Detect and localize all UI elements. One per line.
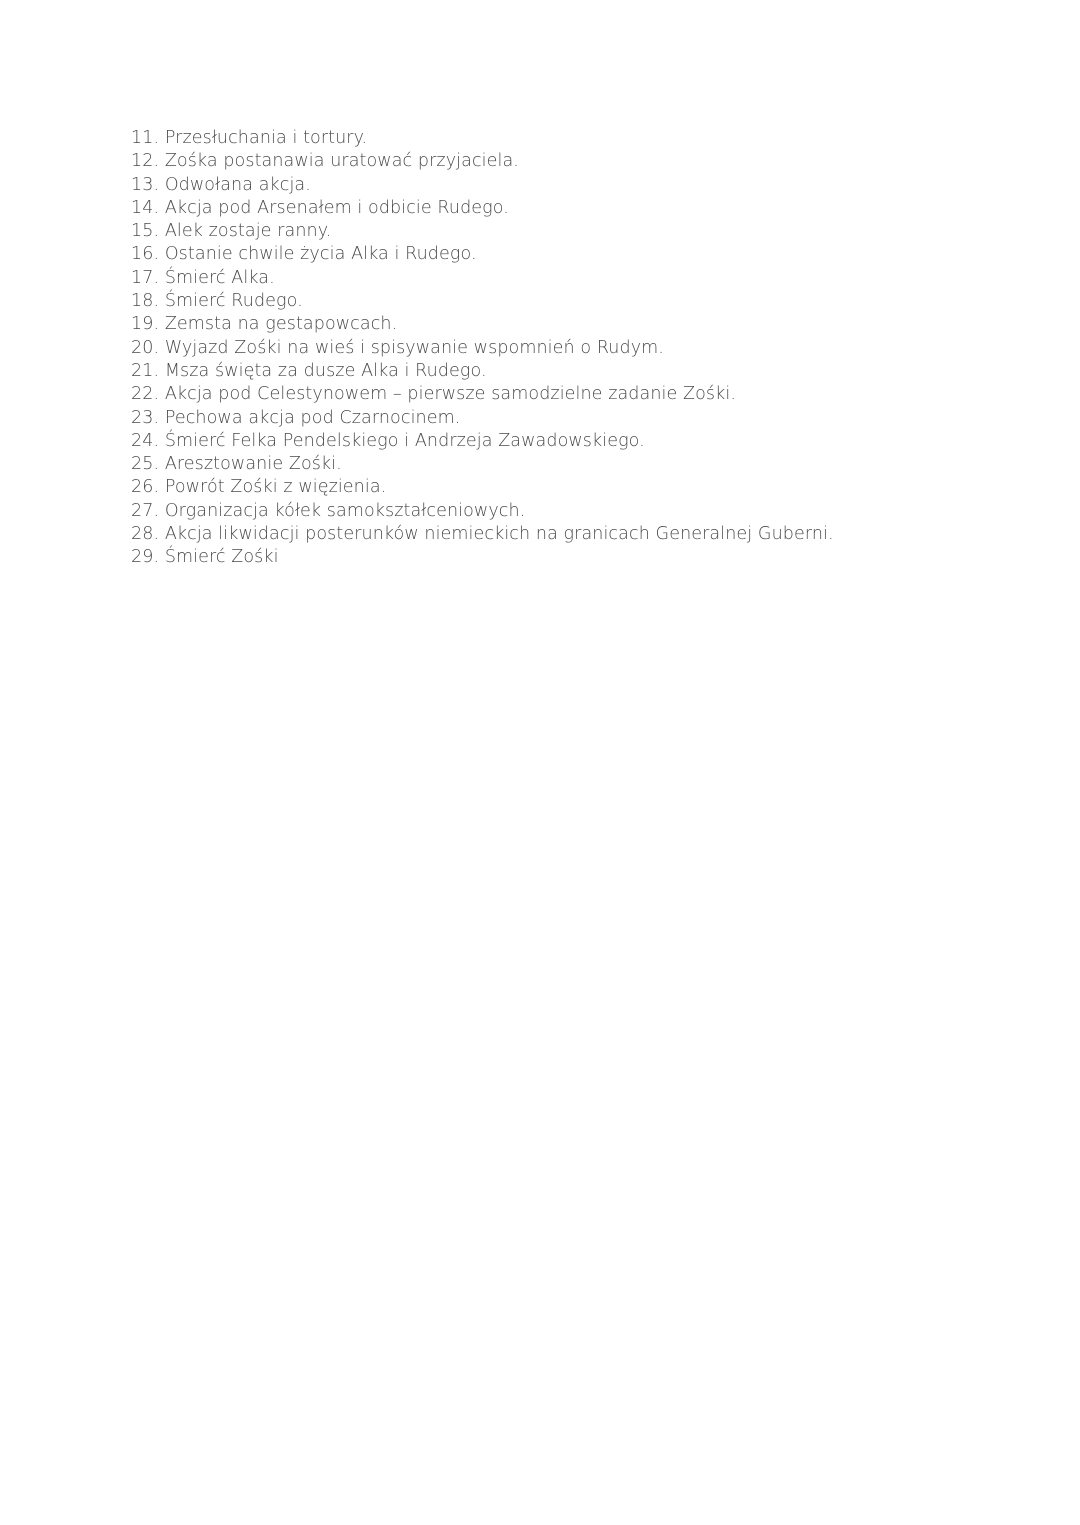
item-number: 26.: [131, 477, 160, 498]
item-text: Akcja pod Celestynowem – pierwsze samodzielne zadanie Zośki.: [164, 384, 736, 405]
item-number: 24.: [131, 430, 160, 451]
item-number: 15.: [131, 221, 160, 242]
list-item: [131, 313, 834, 336]
list-item: [131, 430, 834, 453]
list-item: [131, 383, 834, 406]
item-number: 29.: [131, 547, 160, 568]
item-text: Akcja pod Arsenałem i odbicie Rudego.: [164, 197, 509, 218]
plot-events-list: [131, 127, 834, 570]
item-number: 22.: [131, 384, 160, 405]
list-item: [131, 546, 834, 569]
list-item: [131, 174, 834, 197]
item-text: Organizacja kółek samokształceniowych.: [164, 500, 526, 521]
list-item: [131, 453, 834, 476]
item-number: 13.: [131, 174, 160, 195]
item-number: 20.: [131, 337, 160, 358]
item-number: 27.: [131, 500, 160, 521]
item-number: 11.: [131, 128, 160, 148]
item-text: Alek zostaje ranny.: [164, 221, 332, 242]
list-item: [131, 197, 834, 220]
list-item: [131, 360, 834, 383]
item-text: Wyjazd Zośki na wieś i spisywanie wspomnień o Rudym.: [164, 337, 664, 358]
item-text: Zemsta na gestapowcach.: [164, 314, 398, 335]
item-number: 14.: [131, 197, 160, 218]
item-text: Akcja likwidacji posterunków niemieckich na granicach Generalnej Guberni.: [164, 524, 834, 545]
item-text: Pechowa akcja pod Czarnocinem.: [164, 407, 461, 428]
list-item: [131, 220, 834, 243]
item-number: 16.: [131, 244, 160, 265]
item-number: 28.: [131, 524, 160, 545]
list-item: [131, 407, 834, 430]
list-item: [131, 267, 834, 290]
item-number: 18.: [131, 291, 160, 312]
list-item: [131, 150, 834, 173]
item-number: 19.: [131, 314, 160, 335]
list-item: [131, 290, 834, 313]
item-text: Śmierć Zośki: [164, 547, 279, 568]
item-number: 25.: [131, 454, 160, 475]
list-item: [131, 523, 834, 546]
item-text: Aresztowanie Zośki.: [164, 454, 342, 475]
item-number: 21.: [131, 360, 160, 381]
list-item: [131, 243, 834, 266]
item-text: Przesłuchania i tortury.: [164, 128, 368, 148]
list-item: [131, 476, 834, 499]
list-item: [131, 127, 834, 150]
item-text: Powrót Zośki z więzienia.: [164, 477, 387, 498]
item-number: 17.: [131, 267, 160, 288]
list-item: [131, 500, 834, 523]
list-item: [131, 337, 834, 360]
item-text: Zośka postanawia uratować przyjaciela.: [164, 151, 519, 172]
item-text: Msza święta za dusze Alka i Rudego.: [164, 360, 487, 381]
item-text: Śmierć Alka.: [164, 267, 275, 288]
item-text: Ostanie chwile życia Alka i Rudego.: [164, 244, 477, 265]
item-text: Śmierć Felka Pendelskiego i Andrzeja Zawadowskiego.: [164, 430, 645, 451]
item-text: Odwołana akcja.: [164, 174, 311, 195]
item-text: Śmierć Rudego.: [164, 291, 303, 312]
item-number: 23.: [131, 407, 160, 428]
item-number: 12.: [131, 151, 160, 172]
